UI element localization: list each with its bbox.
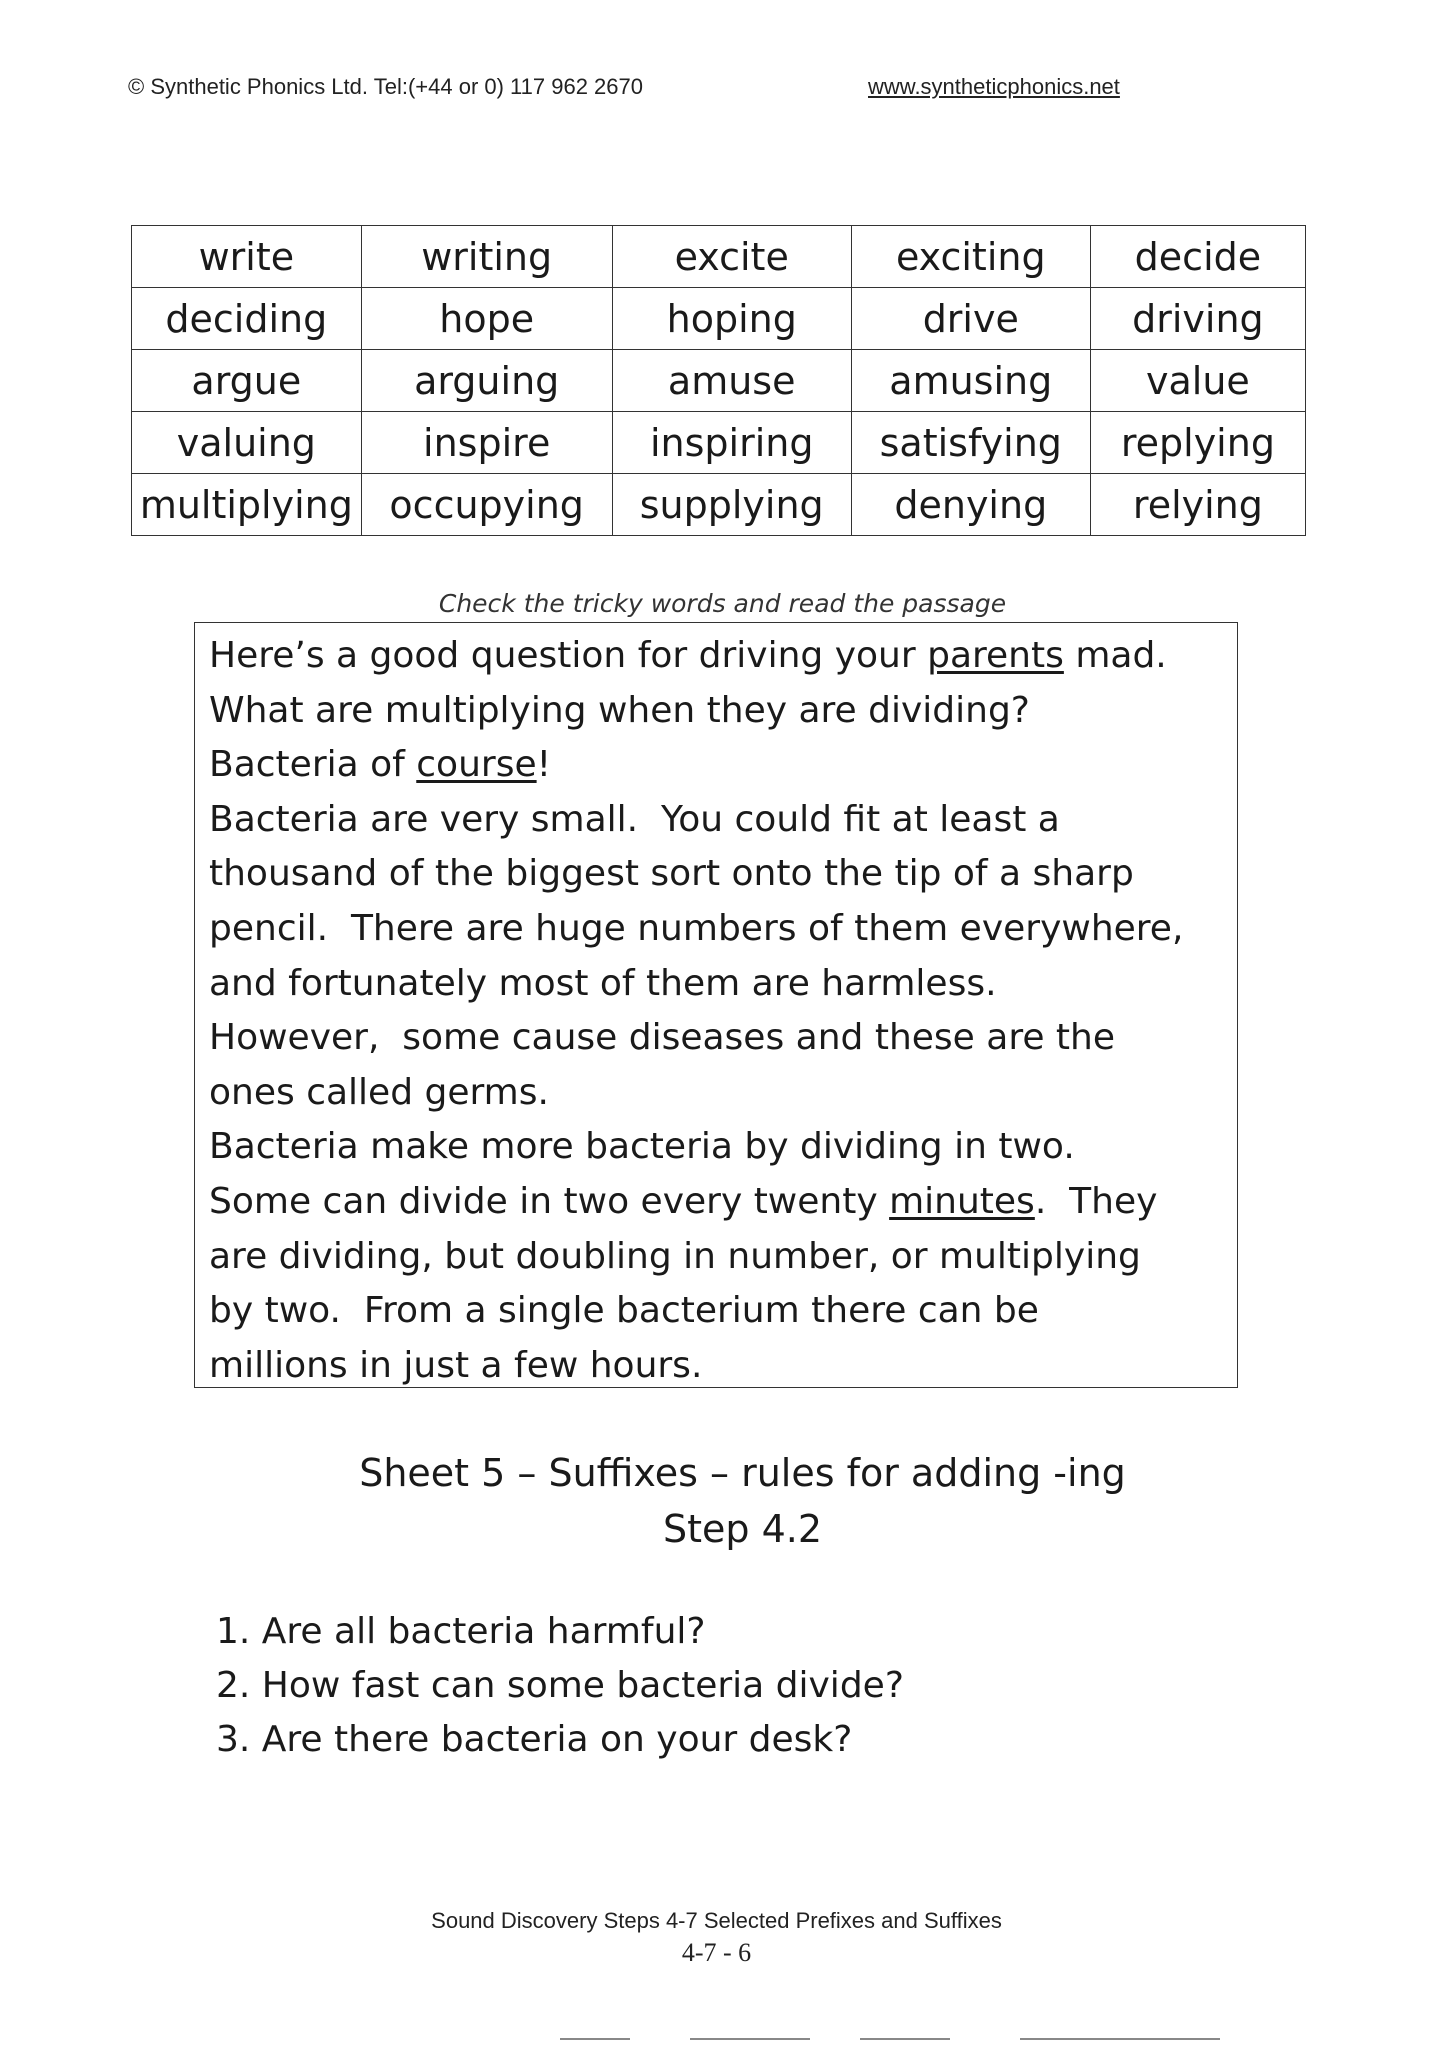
passage-line: and fortunately most of them are harmless. xyxy=(209,962,997,1004)
word-cell: argue xyxy=(132,350,362,412)
passage-line: Bacteria are very small. You could fit at least a xyxy=(209,798,1060,840)
word-cell: writing xyxy=(361,226,612,288)
scan-edge-mark xyxy=(860,2038,950,2040)
passage-line: thousand of the biggest sort onto the tip of a sharp xyxy=(209,853,1134,895)
table-row xyxy=(132,412,1306,474)
passage-line: are dividing, but doubling in number, or multiplying xyxy=(209,1235,1141,1277)
table-row xyxy=(132,350,1306,412)
table-row xyxy=(132,226,1306,288)
question-list xyxy=(216,1605,904,1767)
table-row xyxy=(132,474,1306,536)
word-cell: multiplying xyxy=(132,474,362,536)
passage-line: Here’s a good question for driving your parents mad. xyxy=(209,635,1167,676)
scan-edge-mark xyxy=(560,2038,630,2040)
word-cell: drive xyxy=(851,288,1090,350)
passage-line: Some can divide in two every twenty minutes. They xyxy=(209,1180,1158,1222)
word-cell: value xyxy=(1090,350,1305,412)
word-cell: supplying xyxy=(612,474,851,536)
tricky-word: course xyxy=(416,744,537,786)
word-cell: amusing xyxy=(851,350,1090,412)
word-cell: satisfying xyxy=(851,412,1090,474)
word-cell: deciding xyxy=(132,288,362,350)
word-cell: excite xyxy=(612,226,851,288)
word-cell: relying xyxy=(1090,474,1305,536)
scan-edge-mark xyxy=(1020,2038,1220,2040)
word-cell: driving xyxy=(1090,288,1305,350)
word-cell: valuing xyxy=(132,412,362,474)
passage-line: What are multiplying when they are dividing? xyxy=(209,689,1030,731)
table-row xyxy=(132,288,1306,350)
tricky-word: minutes xyxy=(889,1180,1035,1222)
passage-line: by two. From a single bacterium there can be xyxy=(209,1290,1039,1332)
word-table xyxy=(131,225,1306,536)
passage-line: Bacteria of course! xyxy=(209,744,552,786)
scan-edge-mark xyxy=(690,2038,810,2040)
website-link[interactable]: www.syntheticphonics.net xyxy=(868,74,1120,99)
word-cell: arguing xyxy=(361,350,612,412)
step-label: Step 4.2 xyxy=(662,1507,823,1551)
tricky-word: parents xyxy=(927,635,1064,676)
passage-line: ones called germs. xyxy=(209,1071,549,1113)
word-cell: denying xyxy=(851,474,1090,536)
word-cell: inspire xyxy=(361,412,612,474)
passage-line: However, some cause diseases and these are the xyxy=(209,1017,1115,1059)
page-number: 4-7 - 6 xyxy=(681,1938,752,1967)
copyright-text: © Synthetic Phonics Ltd. Tel:(+44 or 0) 117 962 2670 xyxy=(128,74,644,99)
word-cell: exciting xyxy=(851,226,1090,288)
word-cell: inspiring xyxy=(612,412,851,474)
sheet-title-line: Sheet 5 – Suffixes – rules for adding -ing xyxy=(359,1451,1126,1495)
word-cell: decide xyxy=(1090,226,1305,288)
instruction-text: Check the tricky words and read the passage xyxy=(438,589,1007,618)
sheet-title xyxy=(0,1445,1445,1557)
passage-line: pencil. There are huge numbers of them everywhere, xyxy=(209,907,1184,949)
question-item: 2. How fast can some bacteria divide? xyxy=(216,1665,904,1706)
footer-series: Sound Discovery Steps 4-7 Selected Prefixes and Suffixes xyxy=(431,1908,1002,1933)
question-item: 3. Are there bacteria on your desk? xyxy=(216,1719,853,1760)
reading-passage xyxy=(194,622,1238,1388)
word-cell: occupying xyxy=(361,474,612,536)
word-cell: amuse xyxy=(612,350,851,412)
question-item: 1. Are all bacteria harmful? xyxy=(216,1611,706,1652)
word-cell: hope xyxy=(361,288,612,350)
word-cell: replying xyxy=(1090,412,1305,474)
word-cell: write xyxy=(132,226,362,288)
passage-line: Bacteria make more bacteria by dividing in two. xyxy=(209,1126,1075,1168)
word-cell: hoping xyxy=(612,288,851,350)
passage-line: millions in just a few hours. xyxy=(209,1344,703,1386)
